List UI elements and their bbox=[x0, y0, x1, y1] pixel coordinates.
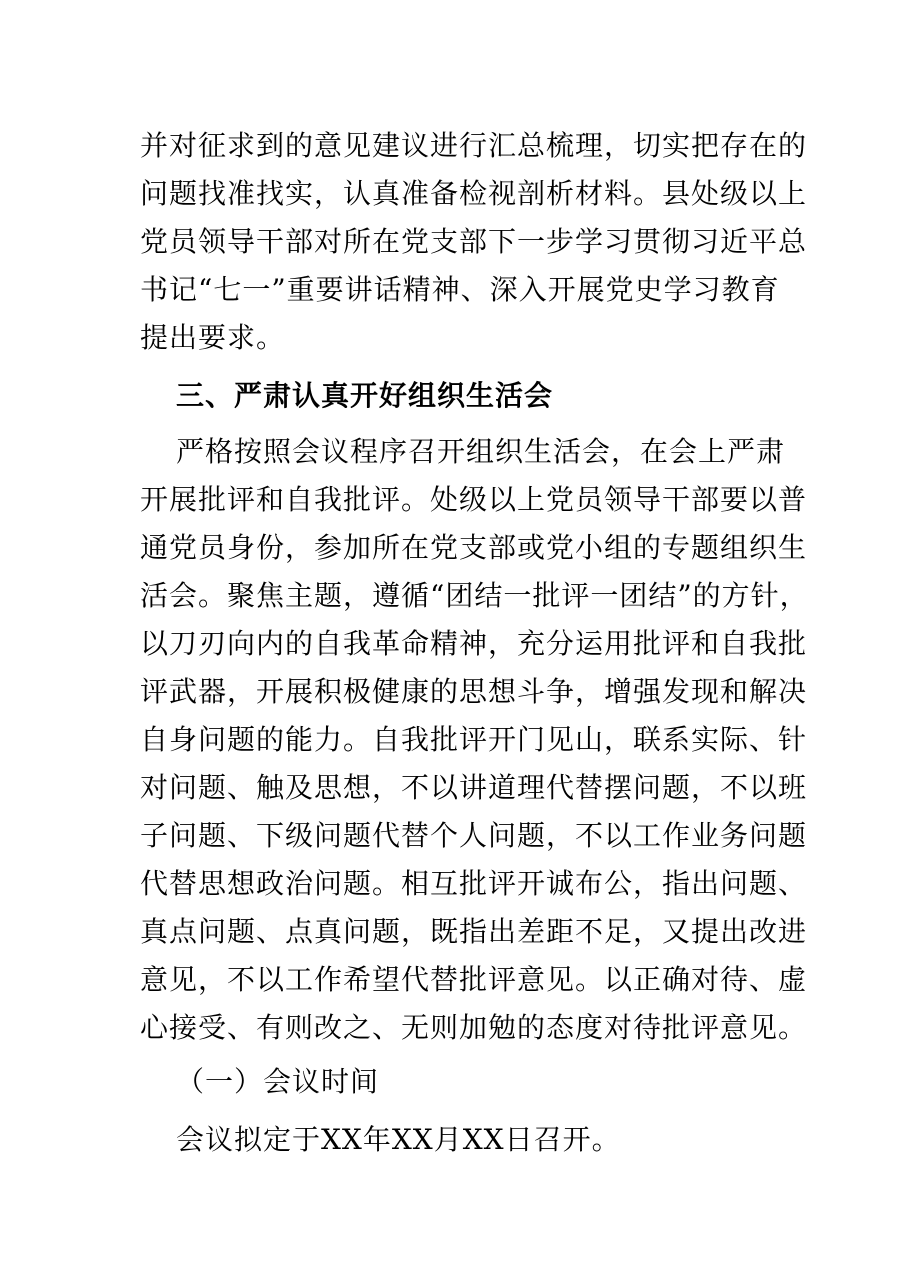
paragraph-line: 开展批评和自我批评。处级以上党员领导干部要以普 bbox=[140, 483, 808, 516]
paragraph-line: 提出要求。 bbox=[140, 321, 286, 354]
paragraph-line: 子问题、下级问题代替个人问题，不以工作业务问题 bbox=[140, 819, 808, 852]
paragraph-line: 意见，不以工作希望代替批评意见。以正确对待、虚 bbox=[140, 963, 808, 996]
paragraph-line: 心接受、有则改之、无则加勉的态度对待批评意见。 bbox=[140, 1011, 808, 1044]
paragraph-line: 对问题、触及思想，不以讲道理代替摆问题，不以班 bbox=[140, 771, 808, 804]
paragraph-line: 真点问题、点真问题，既指出差距不足，又提出改进 bbox=[140, 915, 808, 948]
paragraph-line: 严格按照会议程序召开组织生活会，在会上严肃 bbox=[176, 435, 786, 468]
paragraph-line: 并对征求到的意见建议进行汇总梳理，切实把存在的 bbox=[140, 129, 808, 162]
paragraph-line: 书记“七一”重要讲话精神、深入开展党史学习教育 bbox=[140, 273, 780, 306]
paragraph-line: 问题找准找实，认真准备检视剖析材料。县处级以上 bbox=[140, 177, 808, 210]
paragraph-line: 活会。聚焦主题，遵循“团结一批评一团结”的方针， bbox=[140, 579, 809, 612]
paragraph-line: 评武器，开展积极健康的思想斗争，增强发现和解决 bbox=[140, 675, 808, 708]
paragraph-line: 党员领导干部对所在党支部下一步学习贯彻习近平总 bbox=[140, 225, 808, 258]
section-heading: 三、严肃认真开好组织生活会 bbox=[176, 379, 554, 412]
paragraph-line: 以刀刃向内的自我革命精神，充分运用批评和自我批 bbox=[140, 627, 808, 660]
paragraph-line: 通党员身份，参加所在党支部或党小组的专题组织生 bbox=[140, 531, 808, 564]
meeting-time: 会议拟定于XX年XX月XX日召开。 bbox=[176, 1123, 621, 1156]
subheading: （一）会议时间 bbox=[176, 1065, 380, 1098]
paragraph-line: 代替思想政治问题。相互批评开诚布公，指出问题、 bbox=[140, 867, 808, 900]
paragraph-line: 自身问题的能力。自我批评开门见山，联系实际、针 bbox=[140, 723, 808, 756]
